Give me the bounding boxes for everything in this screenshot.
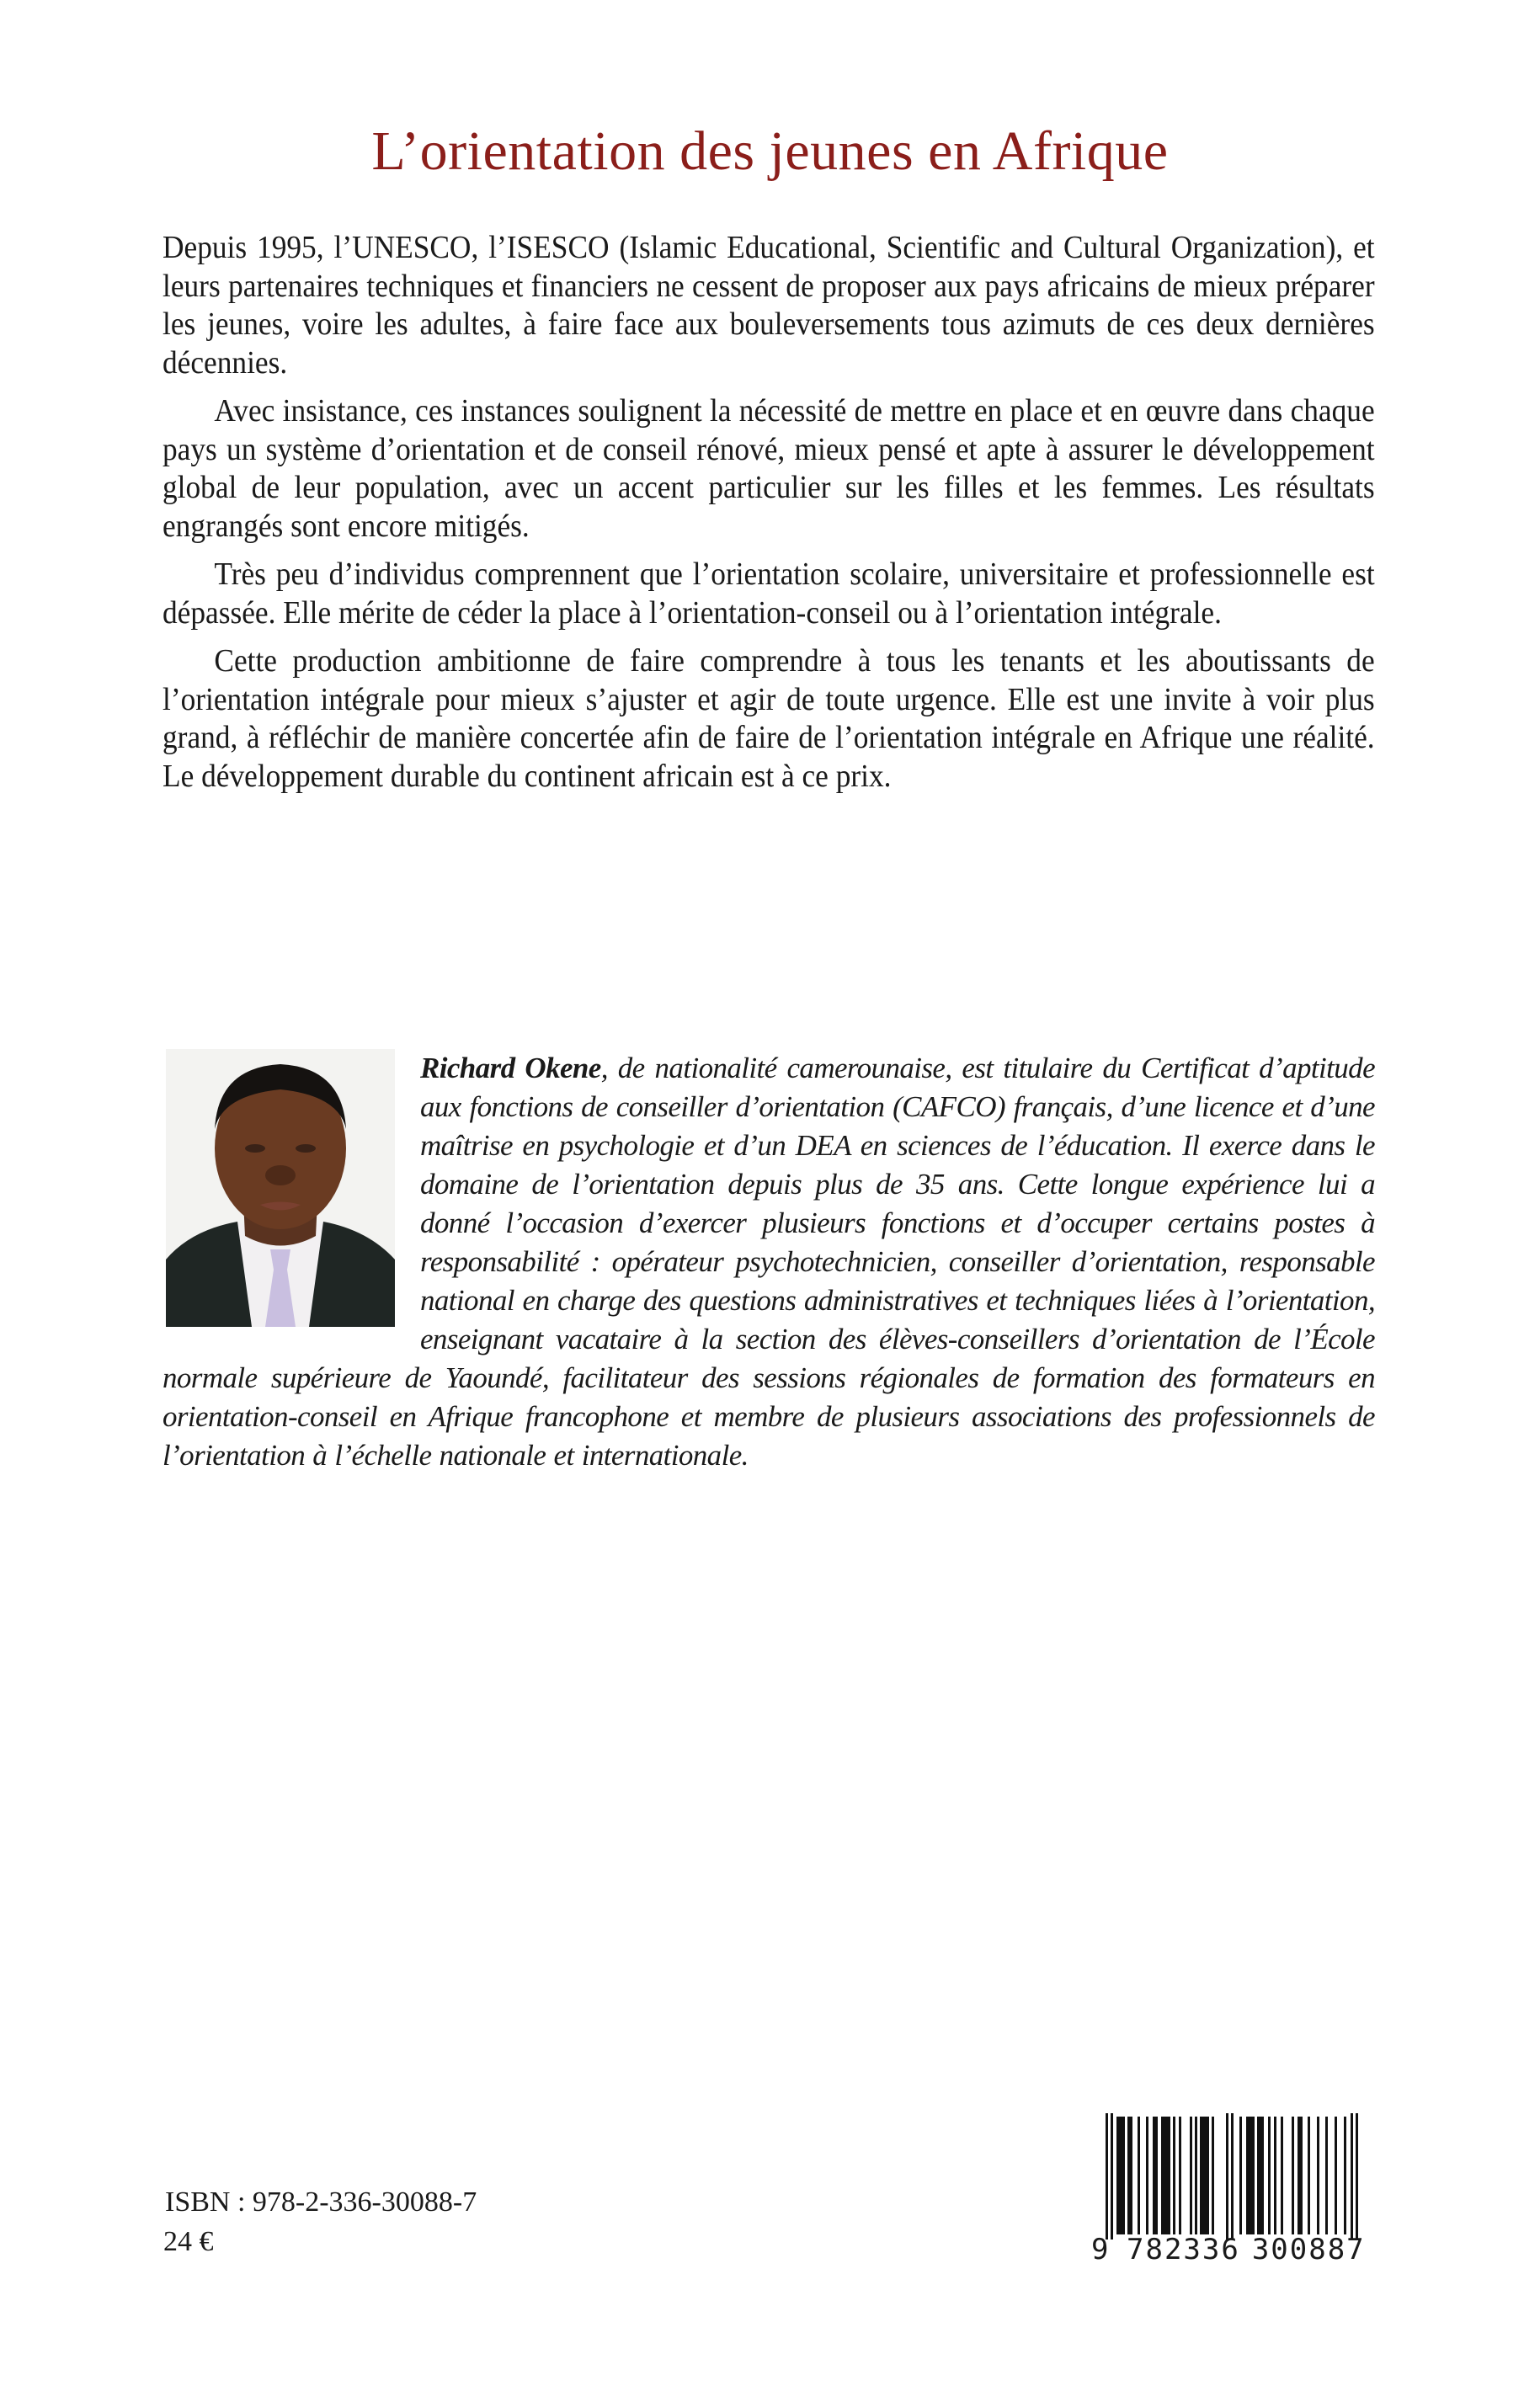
author-name: Richard Okene [420, 1052, 601, 1084]
author-bio-text: , de nationalité camerounaise, est titulaire du Certificat d’aptitude aux fonctions de conseiller d’orientation (CAFCO) français, d’une licence et d’une maîtrise en psychologie et d’un DEA en sciences de l’éducation. Il exerce dans le domaine de l’orientation depuis plus de 35 ans. Cette longue expérience lui a donné l’occasion d’exercer plusieurs fonctions et d’occuper certains postes à responsabilité : opérateur psychotechnicien, conseiller d’orientation, responsable national en charge des questions administratives et techniques liées à l’orientation, enseignant vacataire à la section des élèves-conseillers d’orientation de l’École normale supérieure de Yaoundé, facilitateur des sessions régionales de formation des formateurs en orientation-conseil en Afrique francophone et membre de plusieurs associations des professionnels de l’orientation à l’échelle nationale et internationale. [163, 1052, 1375, 1472]
isbn: ISBN : 978-2-336-30088-7 [165, 2186, 477, 2218]
barcode-number [1091, 2233, 1386, 2266]
back-cover-summary [163, 229, 1375, 806]
summary-paragraph-1: Depuis 1995, l’UNESCO, l’ISESCO (Islamic Educational, Scientific and Cultural Organization), et leurs partenaires techniques et financiers ne cessent de proposer aux pays africains de mieux préparer les jeunes, voire les adultes, à faire face aux bouleversements tous azimuts de ces deux dernières décennies. [163, 230, 1375, 381]
barcode-digit-lead: 9 [1091, 2233, 1109, 2266]
price: 24 € [163, 2226, 214, 2257]
summary-paragraph-2: Avec insistance, ces instances soulignent la nécessité de mettre en place et en œuvre dans chaque pays un système d’orientation et de conseil rénové, mieux pensé et apte à assurer le développement global de leur population, avec un accent particulier sur les filles et les femmes. Les résultats engrangés sont encore mitigés. [163, 393, 1375, 544]
author-section [163, 1049, 1375, 1475]
summary-paragraph-3: Très peu d’individus comprennent que l’orientation scolaire, universitaire et professionnelle est dépassée. Elle mérite de céder la place à l’orientation-conseil ou à l’orientation intégrale. [163, 557, 1375, 631]
summary-paragraph-4: Cette production ambitionne de faire comprendre à tous les tenants et les aboutissants de l’orientation intégrale pour mieux s’ajuster et agir de toute urgence. Elle est une invite à voir plus grand, à réfléchir de manière concertée afin de faire de l’orientation intégrale en Afrique une réalité. Le développement durable du continent africain est à ce prix. [163, 643, 1375, 794]
barcode-digits-group-2: 300887 [1251, 2233, 1366, 2266]
author-photo [166, 1049, 395, 1327]
book-title: L’orientation des jeunes en Afrique [371, 120, 1169, 182]
barcode-digits-group-1: 782336 [1127, 2233, 1240, 2266]
